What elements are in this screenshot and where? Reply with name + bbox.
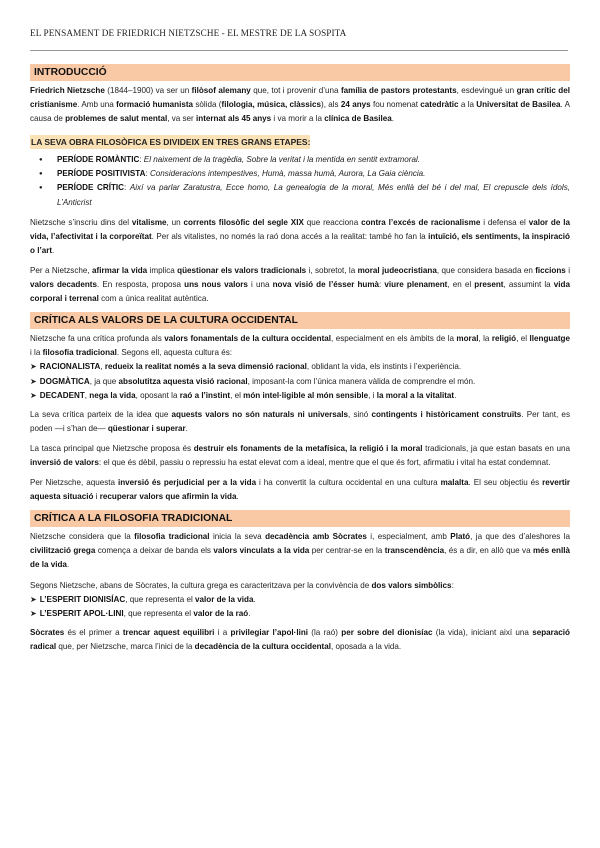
- arrow-icon: ➤: [30, 362, 37, 372]
- filosofia-paragraph-2: Segons Nietzsche, abans de Sòcrates, la cultura grega es caracteritzava per la convivència de dos valors simbòlics:: [30, 580, 454, 590]
- stages-list: [30, 153, 570, 209]
- intro-paragraph-3: Per a Nietzsche, afirmar la vida implica qüestionar els valors tradicionals i, sobretot, la moral judeocristiana, que considera basada en ficcions i valors decadents. En resposta, proposa uns nous valors i una nova visió de l’ésser humà: viure plenament, en el present, assumint la vida corporal i terrenal com a única realitat autèntica.: [30, 265, 570, 304]
- list-item: ➤ RACIONALISTA, redueix la realitat només a la seva dimensió racional, oblidant la vida, els instints i l’experiència.: [30, 362, 462, 372]
- list-item: ● PERÍODE CRÍTIC: Així va parlar Zaratustra, Ecce homo, La genealogia de la moral, Més enllà del bé i del mal, El crepuscle dels ídols, L’Anticrist: [30, 181, 570, 209]
- intro-paragraph-1: Friedrich Nietzsche (1844–1900) va ser un filòsof alemany que, tot i provenir d’una família de pastors protestants, esdevingué un gran crític del cristianisme. Amb una formació humanista sòlida (filologia, música, clàssics), als 24 anys fou nomenat catedràtic a la Universitat de Basilea. A causa de problemes de salut mental, va ser internat als 45 anys i va morir a la clínica de Basilea.: [30, 86, 570, 124]
- list-item: ➤ L’ESPERIT APOL·LINI, que representa el valor de la raó.: [30, 608, 251, 618]
- valors-paragraph-2: La seva crítica parteix de la idea que aquests valors no són naturals ni universals, sinó contingents i històricament construïts. Per tant, es poden —i s’han de— qüestionar i superar.: [30, 409, 570, 433]
- document-body: [30, 64, 570, 660]
- section-title-critica-filosofia: CRÍTICA A LA FILOSOFIA TRADICIONAL: [30, 510, 570, 527]
- list-item: ➤ DECADENT, nega la vida, oposant la raó a l’instint, el món intel·ligible al món sensible, i la moral a la vitalitat.: [30, 390, 457, 400]
- arrow-icon: ➤: [30, 608, 37, 618]
- valors-paragraph-1: Nietzsche fa una crítica profunda als valors fonamentals de la cultura occidental, especialment en els àmbits de la moral, la religió, el llenguatge i la filosofia tradicional. Segons ell, aquesta cultura és:: [30, 334, 571, 358]
- section-title-intro: INTRODUCCIÓ: [30, 64, 570, 81]
- filosofia-paragraph-1: Nietzsche considera que la filosofia tradicional inicia la seva decadència amb Sòcrates i, especialment, amb Plató, ja que des d’aleshores la civilització grega comença a deixar de banda els valors vinculats a la vida per centrar-se en la transcendència, és a dir, en allò que va més enllà de la vida.: [30, 532, 571, 570]
- document-header: EL PENSAMENT DE FRIEDRICH NIETZSCHE - EL MESTRE DE LA SOSPITA: [30, 28, 347, 38]
- list-item: ➤ L’ESPERIT DIONISÍAC, que representa el valor de la vida.: [30, 594, 256, 604]
- list-item: ● PERÍODE POSITIVISTA: Consideracions intempestives, Humà, massa humà, Aurora, La Gaia ciència.: [30, 167, 570, 181]
- list-item: ➤ DOGMÀTICA, ja que absolutitza aquesta visió racional, imposant-la com l’única manera vàlida de comprendre el món.: [30, 376, 476, 386]
- list-item: ● PERÍODE ROMÀNTIC: El naixement de la tragèdia, Sobre la veritat i la mentida en sentit extramoral.: [30, 153, 570, 167]
- valors-paragraph-3: La tasca principal que Nietzsche proposa és destruir els fonaments de la metafísica, la religió i la moral tradicionals, ja que estan basats en una inversió de valors: el que és dèbil, passiu o repressiu ha estat elevat com a ideal, mentre que el que és fort, afirmatiu i vital ha estat condemnat.: [30, 443, 570, 467]
- arrow-icon: ➤: [30, 376, 37, 386]
- stages-heading: LA SEVA OBRA FILOSÒFICA ES DIVIDEIX EN TRES GRANS ETAPES:: [31, 137, 311, 148]
- intro-paragraph-2: Nietzsche s’inscriu dins del vitalisme, un corrents filosòfic del segle XIX que reacciona contra l’excés de racionalisme i defensa el valor de la vida, l’afectivitat i la corporeïtat. Per als vitalistes, no només la raó dona accés a la realitat: també ho fan la intuïció, els sentiments, la inspiració o l’art.: [30, 217, 570, 255]
- header-rule: [30, 50, 568, 51]
- arrow-icon: ➤: [30, 390, 37, 400]
- arrow-icon: ➤: [30, 594, 37, 604]
- valors-paragraph-4: Per Nietzsche, aquesta inversió és perjudicial per a la vida i ha convertit la cultura occidental en una cultura malalta. El seu objectiu és revertir aquesta situació i recuperar valors que afirmin la vida.: [30, 478, 570, 502]
- section-title-critica-valors: CRÍTICA ALS VALORS DE LA CULTURA OCCIDENTAL: [30, 312, 570, 329]
- filosofia-paragraph-3: Sòcrates és el primer a trencar aquest equilibri i a privilegiar l’apol·lini (la raó) per sobre del dionisíac (la vida), iniciant així una separació radical que, per Nietzsche, marca l’inici de la decadència de la cultura occidental, oposada a la vida.: [30, 627, 570, 651]
